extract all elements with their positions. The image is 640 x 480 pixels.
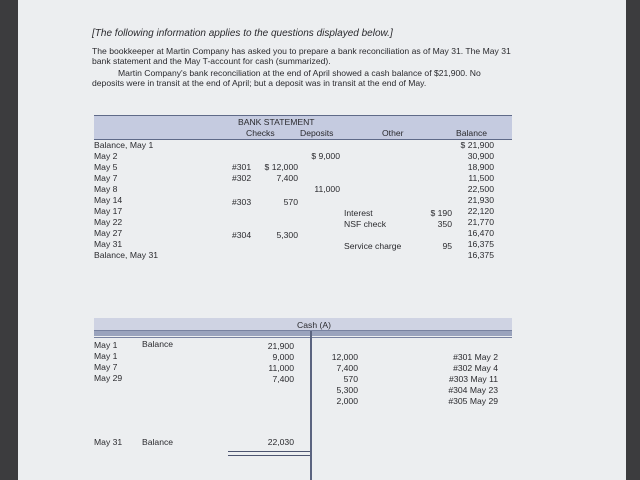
bank-row-other-amount: 95 bbox=[442, 241, 452, 251]
cash-debit-date: May 7 bbox=[94, 362, 118, 372]
cash-credit-amount: 7,400 bbox=[336, 363, 358, 373]
bank-row-check-no: #301 bbox=[232, 162, 252, 172]
bank-row-other-desc: Service charge bbox=[344, 241, 402, 251]
cash-credit-ref: #303 May 11 bbox=[448, 374, 498, 384]
bank-row-balance: 16,375 bbox=[467, 250, 494, 260]
bank-statement-title: BANK STATEMENT bbox=[238, 117, 315, 127]
cash-credit-amount: 570 bbox=[343, 374, 358, 384]
cash-account-title: Cash (A) bbox=[297, 320, 331, 330]
bank-row-balance: 30,900 bbox=[467, 151, 494, 161]
cash-debit-amount: 9,000 bbox=[272, 352, 294, 362]
bank-row-date: Balance, May 31 bbox=[94, 250, 159, 260]
cash-account-rule-lower bbox=[94, 337, 512, 338]
bank-row-other-amount: 350 bbox=[437, 219, 452, 229]
bank-row-date: May 14 bbox=[94, 195, 123, 205]
intro-note: [The following information applies to the questions displayed below.] bbox=[92, 28, 393, 39]
cash-ending-double-rule-bottom bbox=[228, 455, 310, 456]
header-deposits: Deposits bbox=[300, 128, 334, 138]
cash-debit-date: May 1 bbox=[94, 340, 118, 350]
bank-row-date: May 7 bbox=[94, 173, 118, 183]
cash-debit-amount: 21,900 bbox=[267, 341, 294, 351]
bank-row-balance: 22,500 bbox=[467, 184, 494, 194]
header-other: Other bbox=[382, 128, 404, 138]
paragraph-2-line-2: deposits were in transit at the end of April; but a deposit was in transit at the end of May. bbox=[92, 78, 427, 88]
bank-row-date: Balance, May 1 bbox=[94, 140, 154, 150]
cash-account-divider bbox=[310, 331, 312, 480]
bank-row-other-amount: $ 190 bbox=[430, 208, 452, 218]
cash-credit-ref: #305 May 29 bbox=[448, 396, 498, 406]
bank-row-date: May 2 bbox=[94, 151, 118, 161]
bank-row-check-amount: 570 bbox=[283, 197, 298, 207]
paragraph-1-line-2: bank statement and the May T-account for cash (summarized). bbox=[92, 56, 331, 66]
bank-row-balance: 21,770 bbox=[467, 217, 494, 227]
cash-debit-desc: Balance bbox=[142, 339, 174, 349]
bank-row-deposit: $ 9,000 bbox=[311, 151, 340, 161]
bank-row-balance: 22,120 bbox=[467, 206, 494, 216]
cash-ending-double-rule-top bbox=[228, 451, 310, 452]
cash-debit-date: May 1 bbox=[94, 351, 118, 361]
bank-row-date: May 8 bbox=[94, 184, 118, 194]
cash-ending-desc: Balance bbox=[142, 437, 174, 447]
header-checks: Checks bbox=[246, 128, 275, 138]
bank-row-date: May 22 bbox=[94, 217, 123, 227]
bank-row-other-desc: Interest bbox=[344, 208, 373, 218]
header-balance: Balance bbox=[456, 128, 488, 138]
bank-row-date: May 5 bbox=[94, 162, 118, 172]
cash-credit-ref: #302 May 4 bbox=[453, 363, 498, 373]
bank-row-check-amount: 7,400 bbox=[276, 173, 298, 183]
bank-row-balance: $ 21,900 bbox=[460, 140, 494, 150]
bank-row-check-no: #304 bbox=[232, 230, 252, 240]
cash-ending-amount: 22,030 bbox=[267, 437, 294, 447]
cash-credit-amount: 5,300 bbox=[336, 385, 358, 395]
paragraph-1-line-1: The bookkeeper at Martin Company has asked you to prepare a bank reconciliation as of May 31. The May 31 bbox=[92, 46, 511, 56]
cash-ending-date: May 31 bbox=[94, 437, 123, 447]
bank-row-balance: 16,470 bbox=[467, 228, 494, 238]
cash-debit-amount: 7,400 bbox=[272, 374, 294, 384]
bank-row-check-no: #302 bbox=[232, 173, 252, 183]
bank-row-other-desc: NSF check bbox=[344, 219, 387, 229]
cash-account-rule bbox=[94, 331, 512, 336]
bank-row-date: May 17 bbox=[94, 206, 123, 216]
bank-row-date: May 27 bbox=[94, 228, 123, 238]
bank-row-check-amount: 5,300 bbox=[276, 230, 298, 240]
cash-credit-ref: #304 May 23 bbox=[448, 385, 498, 395]
cash-debit-amount: 11,000 bbox=[268, 363, 294, 373]
question-page bbox=[18, 0, 626, 480]
bank-statement-top-rule bbox=[94, 115, 512, 116]
cash-debit-date: May 29 bbox=[94, 373, 123, 383]
cash-credit-amount: 12,000 bbox=[331, 352, 358, 362]
paragraph-2-line-1: Martin Company's bank reconciliation at the end of April showed a cash balance of $21,900. No bbox=[118, 68, 481, 78]
bank-row-balance: 21,930 bbox=[467, 195, 494, 205]
bank-row-check-amount: $ 12,000 bbox=[264, 162, 298, 172]
bank-row-balance: 11,500 bbox=[468, 173, 494, 183]
cash-credit-ref: #301 May 2 bbox=[453, 352, 498, 362]
cash-credit-amount: 2,000 bbox=[336, 396, 358, 406]
bank-row-check-no: #303 bbox=[232, 197, 252, 207]
bank-row-balance: 16,375 bbox=[467, 239, 494, 249]
bank-row-balance: 18,900 bbox=[467, 162, 494, 172]
bank-row-date: May 31 bbox=[94, 239, 123, 249]
bank-row-deposit: 11,000 bbox=[314, 184, 340, 194]
